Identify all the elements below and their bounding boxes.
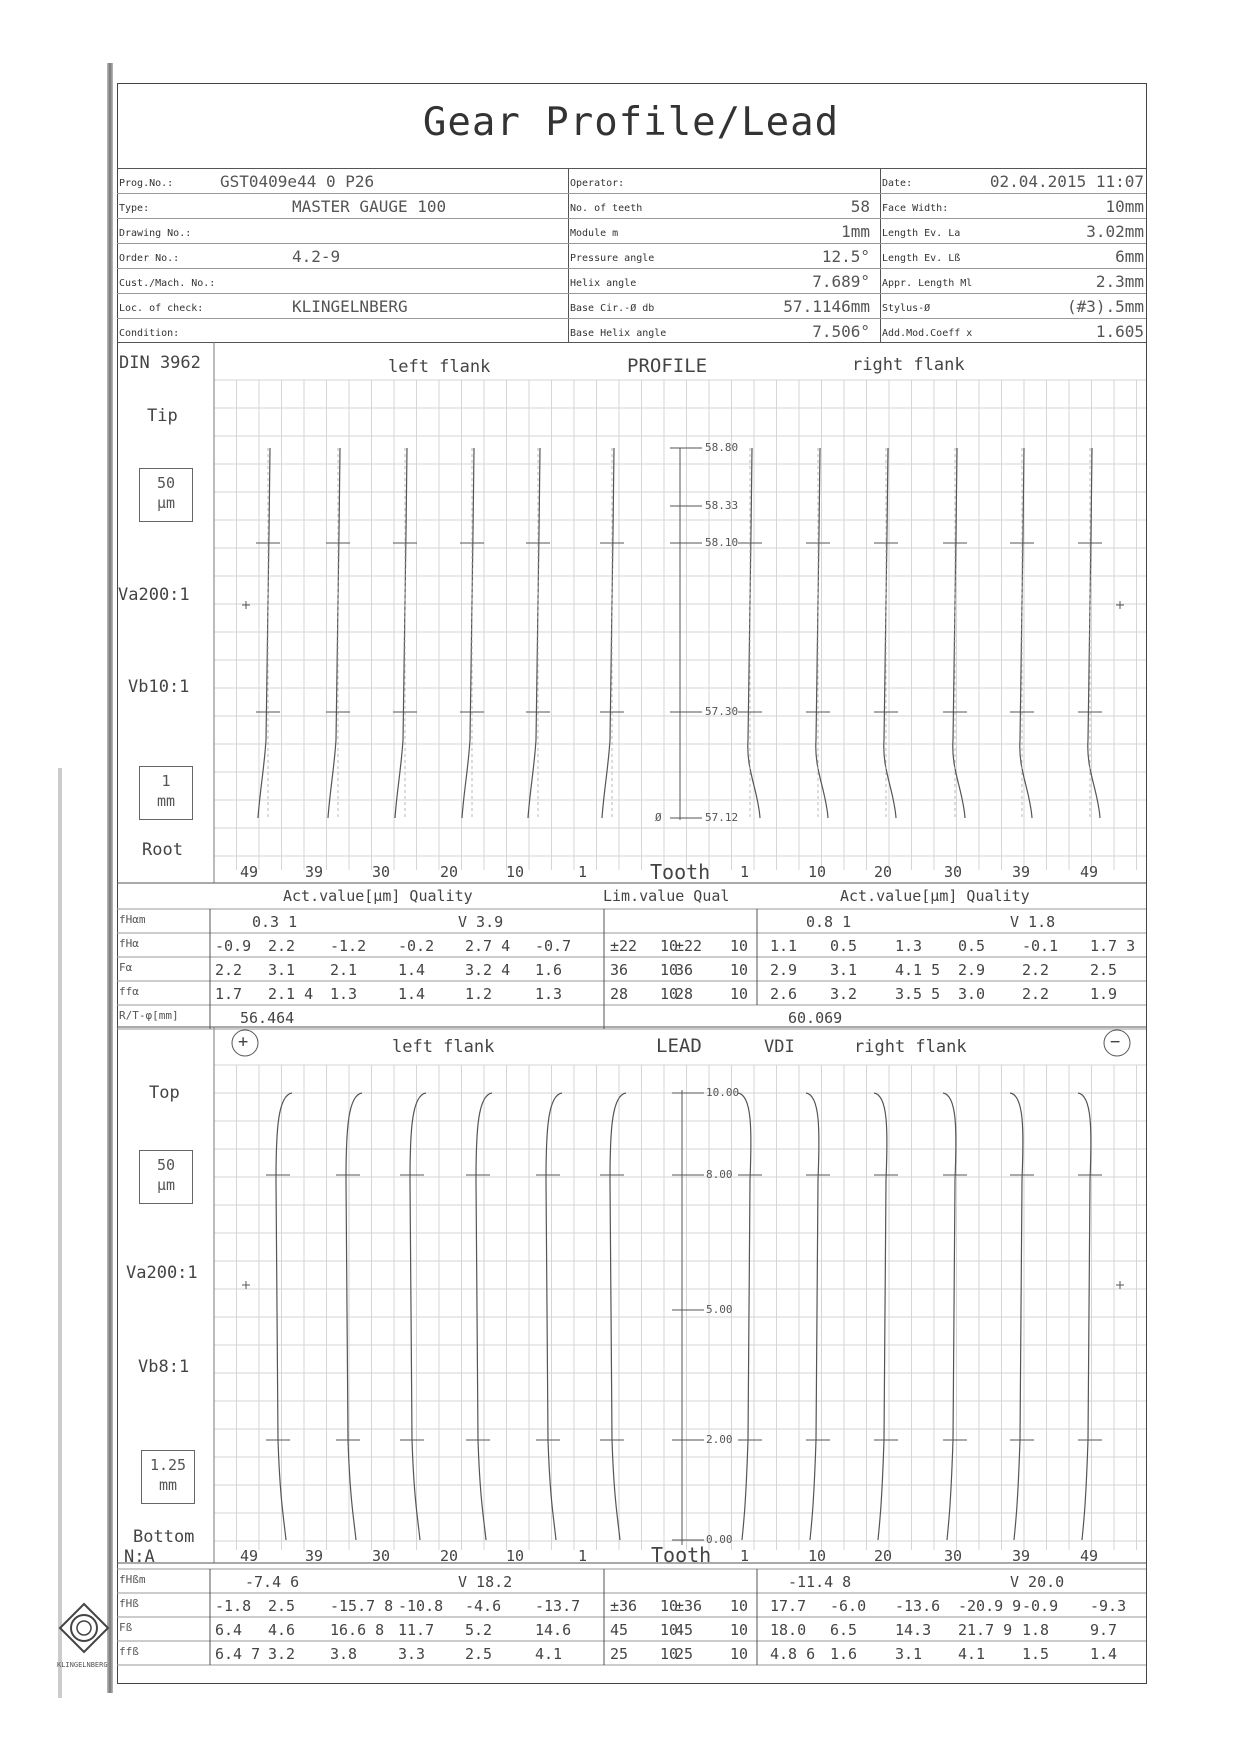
header-label: Loc. of check:: [119, 303, 204, 314]
table-cell: -13.6: [895, 1597, 941, 1615]
profile-right-flank-label: right flank: [852, 355, 965, 375]
header-label: Cust./Mach. No.:: [119, 278, 216, 289]
lead-um-scale-box: [139, 1150, 193, 1204]
header-value: 02.04.2015 11:07: [989, 172, 1144, 191]
table-cell: 18.0: [770, 1621, 807, 1639]
table-cell: 1.8: [1022, 1621, 1050, 1639]
table-limit-cell: ±36: [675, 1597, 703, 1615]
lead-um-unit: µm: [156, 1176, 176, 1194]
table-limit-cell: 10: [660, 1597, 679, 1615]
table-limit-cell: 10: [730, 985, 749, 1003]
table-row-label: fHß: [119, 1597, 139, 1610]
table-cell: -15.7 8: [330, 1597, 394, 1615]
table-cell: 6.5: [830, 1621, 858, 1639]
top-label: Top: [149, 1083, 180, 1103]
table-cell: 9.7: [1090, 1621, 1118, 1639]
table-mean-right-quality: V 20.0: [1010, 1573, 1065, 1591]
lead-tooth-number: 49: [240, 1547, 259, 1565]
profile-tooth-number: 49: [1080, 863, 1099, 881]
lead-axis-tick-label: 10.00: [706, 1086, 740, 1099]
table-cell: 1.9: [1090, 985, 1118, 1003]
table-cell: 14.6: [535, 1621, 572, 1639]
table-mean-left-quality: V 18.2: [458, 1573, 513, 1591]
rt-left: 56.464: [240, 1009, 295, 1027]
header-label: Appr. Length Ml: [882, 278, 973, 289]
table-header-left: Act.value[µm] Quality: [283, 887, 473, 905]
table-cell: -13.7: [535, 1597, 581, 1615]
profile-title: PROFILE: [627, 355, 708, 377]
table-cell: 14.3: [895, 1621, 932, 1639]
logo-text: KLINGELNBERG: [57, 1661, 108, 1669]
header-label: Operator:: [570, 178, 625, 189]
profile-axis-tick-label: 58.10: [705, 536, 739, 549]
profile-tooth-label: Tooth: [650, 860, 711, 884]
lead-right-flank-label: right flank: [854, 1037, 967, 1057]
table-row-label: R/T-φ[mm]: [119, 1009, 179, 1022]
table-cell: 2.2: [268, 937, 296, 955]
header-value: 4.2-9: [292, 247, 341, 266]
lead-mm-value: 1.25: [149, 1456, 187, 1474]
table-cell: 3.2 4: [465, 961, 511, 979]
table-mean-right: -11.4 8: [788, 1573, 852, 1591]
profile-tooth-number: 20: [440, 863, 459, 881]
table-cell: -1.8: [215, 1597, 252, 1615]
table-cell: 1.3: [330, 985, 358, 1003]
table-cell: 3.2: [268, 1645, 296, 1663]
profile-um-unit: µm: [156, 494, 176, 512]
table-limit-cell: 45: [610, 1621, 629, 1639]
din-standard: DIN 3962: [119, 353, 201, 373]
lead-mm-scale-box: [141, 1450, 195, 1504]
table-limit-cell: 28: [675, 985, 694, 1003]
table-cell: 2.6: [770, 985, 798, 1003]
bottom-label: Bottom: [133, 1527, 195, 1547]
profile-tooth-number: 20: [874, 863, 893, 881]
lead-tooth-number: 30: [944, 1547, 963, 1565]
header-label: Stylus-Ø: [882, 303, 931, 314]
table-row-label: Fß: [119, 1621, 133, 1634]
table-row-label: ffα: [119, 985, 139, 998]
profile-tooth-number: 1: [578, 863, 588, 881]
lead-title: LEAD: [656, 1035, 702, 1057]
header-value: MASTER GAUGE 100: [292, 197, 447, 216]
header-label: Base Helix angle: [570, 328, 667, 339]
header-label: Pressure angle: [570, 253, 655, 264]
header-label: Module m: [570, 228, 619, 239]
table-cell: 17.7: [770, 1597, 807, 1615]
page-title: Gear Profile/Lead: [422, 100, 840, 145]
table-cell: 1.6: [535, 961, 563, 979]
profile-left-flank-label: left flank: [388, 357, 491, 377]
table-limit-cell: 10: [730, 1645, 749, 1663]
profile-axis-tick-label: 58.80: [705, 441, 739, 454]
table-row-label: fHßm: [119, 1573, 146, 1586]
table-row-label: ffß: [119, 1645, 139, 1658]
table-limit-cell: 10: [730, 1621, 749, 1639]
table-mean-left-quality: V 3.9: [458, 913, 504, 931]
header-label: Drawing No.:: [119, 228, 192, 239]
lead-tooth-number: 39: [1012, 1547, 1031, 1565]
table-cell: 1.5: [1022, 1645, 1050, 1663]
header-label: Helix angle: [570, 278, 637, 289]
table-cell: 1.7 3: [1090, 937, 1136, 955]
table-limit-cell: 28: [610, 985, 629, 1003]
header-label: No. of teeth: [570, 203, 643, 214]
table-cell: -0.9: [215, 937, 252, 955]
lead-tooth-number: 1: [578, 1547, 588, 1565]
table-cell: 11.7: [398, 1621, 435, 1639]
table-cell: 2.5: [268, 1597, 296, 1615]
table-cell: 2.5: [1090, 961, 1118, 979]
profile-tooth-number: 39: [305, 863, 324, 881]
lead-tooth-number: 49: [1080, 1547, 1099, 1565]
table-cell: 4.6: [268, 1621, 296, 1639]
header-label: Face Width:: [882, 203, 949, 214]
lead-vdi: VDI: [764, 1037, 795, 1057]
profile-tooth-number: 49: [240, 863, 259, 881]
profile-mm-scale-box: [139, 766, 193, 820]
klingelnberg-logo: [56, 1600, 112, 1670]
table-cell: 3.8: [330, 1645, 358, 1663]
table-cell: 2.5: [465, 1645, 493, 1663]
header-label: Prog.No.:: [119, 178, 174, 189]
table-limit-cell: ±22: [675, 937, 703, 955]
lead-axis-tick-label: 0.00: [706, 1533, 733, 1546]
table-cell: 2.2: [1022, 985, 1050, 1003]
table-cell: 2.2: [1022, 961, 1050, 979]
table-cell: 1.1: [770, 937, 798, 955]
table-cell: 1.2: [465, 985, 493, 1003]
table-cell: 3.3: [398, 1645, 426, 1663]
table-header-right: Act.value[µm] Quality: [840, 887, 1030, 905]
root-label: Root: [142, 840, 183, 860]
table-limit-cell: 10: [660, 1621, 679, 1639]
table-cell: 1.4: [1090, 1645, 1118, 1663]
header-value: (#3).5mm: [1066, 297, 1144, 316]
table-limit-cell: ±22: [610, 937, 638, 955]
profile-tooth-number: 30: [944, 863, 963, 881]
profile-tooth-number: 39: [1012, 863, 1031, 881]
table-cell: 3.1: [895, 1645, 923, 1663]
table-row-label: Fα: [119, 961, 133, 974]
header-label: Type:: [119, 203, 150, 214]
header-label: Length Ev. La: [882, 228, 961, 239]
header-value: 10mm: [1105, 197, 1144, 216]
lead-va: Va200:1: [126, 1263, 198, 1283]
table-cell: -0.9: [1022, 1597, 1059, 1615]
header-value: 12.5°: [821, 247, 870, 266]
table-cell: -1.2: [330, 937, 367, 955]
header-label: Base Cir.-Ø db: [570, 303, 655, 314]
table-cell: 2.1 4: [268, 985, 314, 1003]
table-cell: 6.4: [215, 1621, 243, 1639]
lead-tooth-label: Tooth: [651, 1543, 712, 1567]
table-cell: 1.3: [895, 937, 923, 955]
table-mean-right: 0.8 1: [806, 913, 852, 931]
table-limit-cell: 36: [610, 961, 629, 979]
table-limit-cell: 25: [610, 1645, 629, 1663]
table-mean-left: -7.4 6: [245, 1573, 300, 1591]
table-limit-cell: 10: [730, 1597, 749, 1615]
table-limit-cell: 10: [730, 961, 749, 979]
profile-axis-zero: Ø: [655, 811, 662, 824]
table-cell: 1.6: [830, 1645, 858, 1663]
table-cell: 4.1 5: [895, 961, 941, 979]
header-value: 7.506°: [812, 322, 870, 341]
table-limit-cell: 10: [660, 985, 679, 1003]
table-cell: 2.2: [215, 961, 243, 979]
table-mean-left: 0.3 1: [252, 913, 298, 931]
table-limit-cell: 10: [660, 1645, 679, 1663]
table-limit-cell: ±36: [610, 1597, 638, 1615]
table-limit-cell: 10: [660, 937, 679, 955]
table-cell: -0.2: [398, 937, 435, 955]
rt-right: 60.069: [788, 1009, 843, 1027]
lead-tooth-number: 1: [740, 1547, 750, 1565]
table-cell: 1.4: [398, 961, 426, 979]
header-value: 1mm: [841, 222, 870, 241]
lead-tooth-number: 20: [440, 1547, 459, 1565]
table-cell: 1.3: [535, 985, 563, 1003]
table-cell: 2.9: [958, 961, 986, 979]
profile-axis-tick-label: 57.30: [705, 705, 739, 718]
lead-plus-sign: +: [238, 1032, 249, 1052]
lead-tooth-number: 10: [506, 1547, 525, 1565]
table-limit-cell: 25: [675, 1645, 694, 1663]
header-value: 57.1146mm: [783, 297, 870, 316]
profile-vb: Vb10:1: [128, 677, 190, 697]
profile-tooth-number: 1: [740, 863, 750, 881]
lead-tooth-number: 30: [372, 1547, 391, 1565]
table-cell: 5.2: [465, 1621, 493, 1639]
profile-axis-tick-label: 58.33: [705, 499, 739, 512]
table-cell: 6.4 7: [215, 1645, 261, 1663]
header-value: KLINGELNBERG: [292, 297, 408, 316]
header-label: Condition:: [119, 328, 180, 339]
table-cell: 2.1: [330, 961, 358, 979]
table-cell: 3.1: [830, 961, 858, 979]
table-cell: -10.8: [398, 1597, 444, 1615]
table-cell: 21.7 9: [958, 1621, 1013, 1639]
profile-tooth-number: 10: [506, 863, 525, 881]
table-cell: 4.1: [958, 1645, 986, 1663]
header-value: 3.02mm: [1086, 222, 1144, 241]
header-value: 58: [850, 197, 870, 216]
table-cell: 16.6 8: [330, 1621, 385, 1639]
header-label: Order No.:: [119, 253, 180, 264]
profile-va: Va200:1: [118, 585, 190, 605]
table-limit-cell: 10: [660, 961, 679, 979]
profile-tooth-number: 30: [372, 863, 391, 881]
table-header-mid: Lim.value Qual: [603, 887, 730, 905]
lead-tooth-number: 20: [874, 1547, 893, 1565]
table-cell: 3.5 5: [895, 985, 941, 1003]
table-cell: 0.5: [830, 937, 858, 955]
lead-axis-tick-label: 8.00: [706, 1168, 733, 1181]
header-label: Date:: [882, 178, 913, 189]
lead-axis-tick-label: 5.00: [706, 1303, 733, 1316]
lead-mm-unit: mm: [158, 1476, 178, 1494]
lead-vb: Vb8:1: [138, 1357, 190, 1377]
table-cell: 0.5: [958, 937, 986, 955]
header-value: 2.3mm: [1095, 272, 1144, 291]
table-cell: -0.7: [535, 937, 572, 955]
table-cell: 3.2: [830, 985, 858, 1003]
table-cell: 3.1: [268, 961, 296, 979]
table-row-label: fHαm: [119, 913, 146, 926]
table-cell: 4.1: [535, 1645, 563, 1663]
profile-mm-unit: mm: [156, 792, 176, 810]
lead-tooth-number: 39: [305, 1547, 324, 1565]
table-mean-right-quality: V 1.8: [1010, 913, 1056, 931]
profile-tooth-number: 10: [808, 863, 827, 881]
lead-minus-sign: −: [1110, 1032, 1121, 1052]
table-limit-cell: 10: [730, 937, 749, 955]
table-cell: -4.6: [465, 1597, 502, 1615]
table-row-label: fHα: [119, 937, 139, 950]
table-cell: 4.8 6: [770, 1645, 816, 1663]
profile-um-value: 50: [156, 474, 176, 492]
header-value: 6mm: [1115, 247, 1144, 266]
table-limit-cell: 36: [675, 961, 694, 979]
header-label: Add.Mod.Coeff x: [882, 328, 973, 339]
profile-mm-value: 1: [161, 772, 171, 790]
table-cell: 2.9: [770, 961, 798, 979]
table-limit-cell: 45: [675, 1621, 694, 1639]
table-cell: 1.7: [215, 985, 243, 1003]
table-cell: -6.0: [830, 1597, 867, 1615]
lead-left-flank-label: left flank: [392, 1037, 495, 1057]
header-value: 7.689°: [812, 272, 870, 291]
table-cell: -20.9 9: [958, 1597, 1022, 1615]
header-value: 1.605: [1095, 322, 1144, 341]
profile-um-scale-box: [139, 468, 193, 522]
profile-axis-tick-label: 57.12: [705, 811, 739, 824]
tip-label: Tip: [147, 406, 178, 426]
lead-um-value: 50: [156, 1156, 176, 1174]
na-label: N:A: [124, 1547, 155, 1567]
lead-tooth-number: 10: [808, 1547, 827, 1565]
header-label: Length Ev. Lß: [882, 253, 961, 264]
lead-axis-tick-label: 2.00: [706, 1433, 733, 1446]
table-cell: 2.7 4: [465, 937, 511, 955]
table-cell: -9.3: [1090, 1597, 1127, 1615]
table-cell: -0.1: [1022, 937, 1059, 955]
header-value: GST0409e44 0 P26: [220, 172, 375, 191]
table-cell: 1.4: [398, 985, 426, 1003]
table-cell: 3.0: [958, 985, 986, 1003]
